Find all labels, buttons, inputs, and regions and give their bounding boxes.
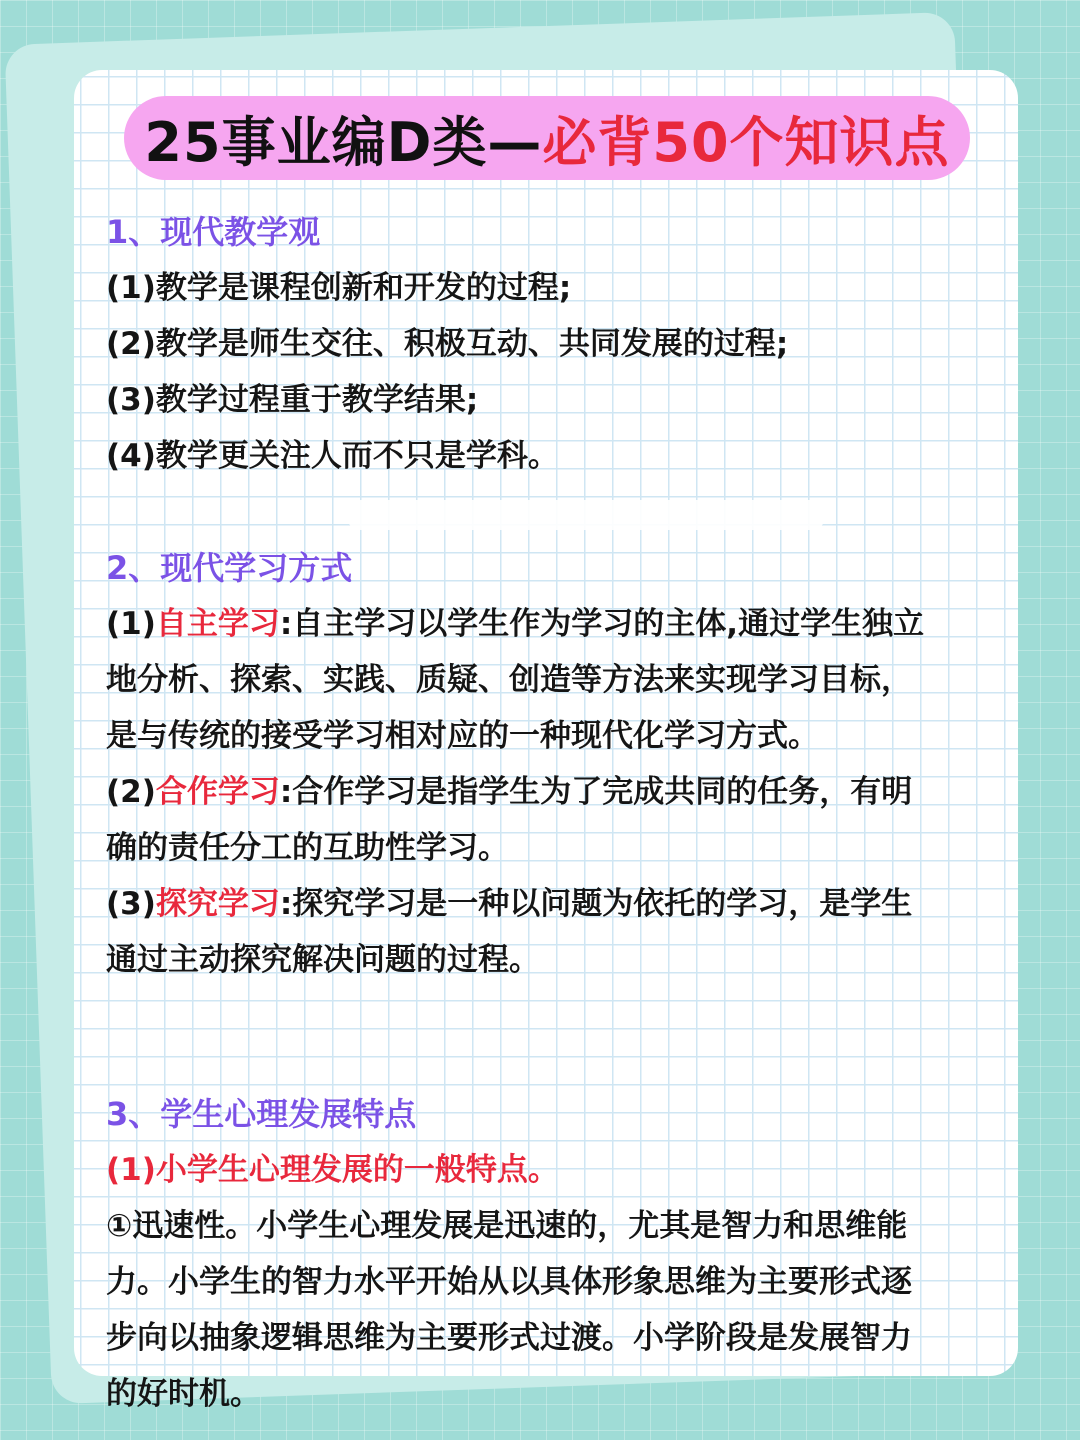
title-accent: 必背50个知识点 xyxy=(542,110,950,174)
item-text: :合作学习是指学生为了完成共同的任务，有明 xyxy=(279,774,913,810)
title-main: 25事业编D类— xyxy=(144,110,543,174)
item-prefix: (3) xyxy=(106,886,156,922)
section-1-item: (4)教学更关注人而不只是学科。 xyxy=(106,438,559,474)
section-3-paragraph-line: 力。小学生的智力水平开始从以具体形象思维为主要形式逐 xyxy=(106,1264,912,1300)
section-1-item: (1)教学是课程创新和开发的过程; xyxy=(106,270,572,306)
content xyxy=(106,204,986,1422)
note-card xyxy=(74,70,1018,1412)
section-1-item: (3)教学过程重于教学结果; xyxy=(106,382,479,418)
item-term: 合作学习 xyxy=(155,774,280,810)
section-2-item-3-line xyxy=(106,876,986,932)
section-2-heading: 2、现代学习方式 xyxy=(106,549,353,587)
item-text: :探究学习是一种以问题为依托的学习，是学生 xyxy=(279,886,913,922)
section-gap xyxy=(106,484,986,540)
item-prefix: (1) xyxy=(106,606,156,642)
blurred-watermark xyxy=(346,500,826,530)
section-gap xyxy=(106,1044,986,1086)
section-3-paragraph-line: ①迅速性。小学生心理发展是迅速的，尤其是智力和思维能 xyxy=(106,1208,908,1244)
section-gap xyxy=(106,988,986,1044)
section-2-item-1-line: 地分析、探索、实践、质疑、创造等方法来实现学习目标， xyxy=(106,662,912,698)
item-text: :自主学习以学生作为学习的主体,通过学生独立 xyxy=(279,606,925,642)
section-3-heading: 3、学生心理发展特点 xyxy=(106,1095,417,1133)
section-3-subheading: (1)小学生心理发展的一般特点。 xyxy=(106,1152,559,1188)
section-3-paragraph-line: 的好时机。 xyxy=(106,1376,261,1412)
item-term: 探究学习 xyxy=(155,886,280,922)
section-2-item-1-line: 是与传统的接受学习相对应的一种现代化学习方式。 xyxy=(106,718,819,754)
section-2-item-2-line: 确的责任分工的互助性学习。 xyxy=(106,830,509,866)
title-banner xyxy=(124,96,970,180)
item-term: 自主学习 xyxy=(155,606,280,642)
section-2-item-2-line xyxy=(106,764,986,820)
section-2-item-3-line: 通过主动探究解决问题的过程。 xyxy=(106,942,540,978)
section-1-item: (2)教学是师生交往、积极互动、共同发展的过程; xyxy=(106,326,789,362)
section-1-heading: 1、现代教学观 xyxy=(106,213,321,251)
item-prefix: (2) xyxy=(106,774,156,810)
section-3-paragraph-line: 步向以抽象逻辑思维为主要形式过渡。小学阶段是发展智力 xyxy=(106,1320,912,1356)
section-2-item-1-line xyxy=(106,596,986,652)
